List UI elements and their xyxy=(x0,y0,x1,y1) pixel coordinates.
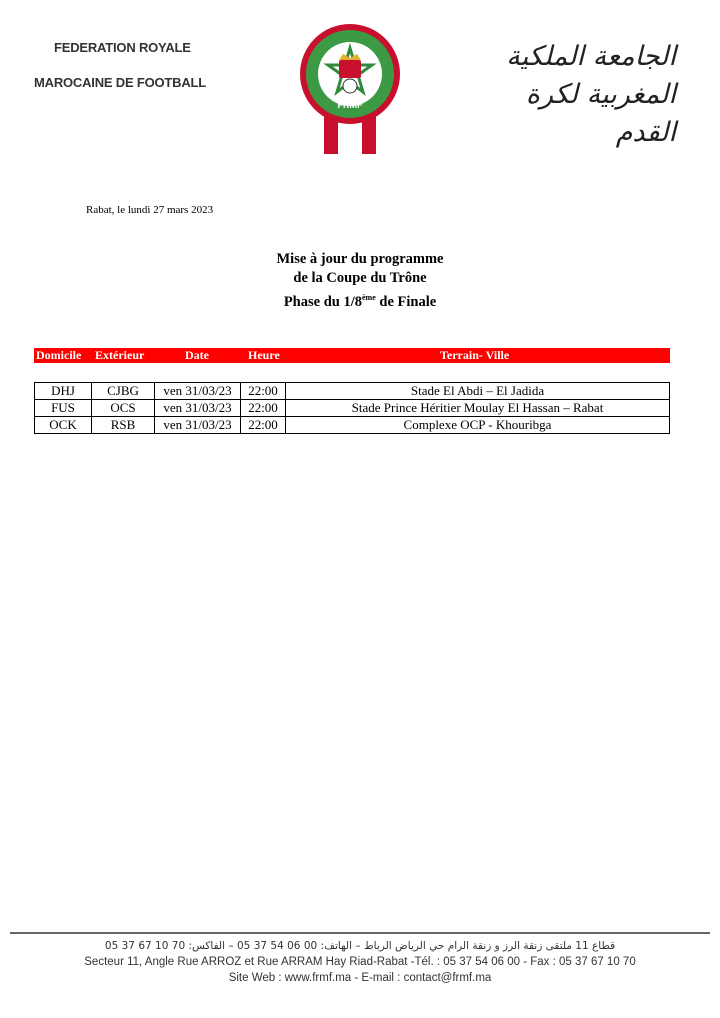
cell-home: FUS xyxy=(35,400,92,417)
footer xyxy=(0,938,720,986)
table-row xyxy=(35,383,670,400)
frmf-logo xyxy=(298,22,402,154)
title-line3-sup: ème xyxy=(361,293,376,302)
header-terrain-ville: Terrain- Ville xyxy=(440,348,510,362)
cell-home: OCK xyxy=(35,417,92,434)
logo-text: FRMF xyxy=(337,100,363,110)
title-line3 xyxy=(0,288,720,312)
table-row xyxy=(35,400,670,417)
title-line1: Mise à jour du programme xyxy=(276,251,444,267)
cell-date: ven 31/03/23 xyxy=(155,400,241,417)
table-row xyxy=(35,417,670,434)
org-name-ar-line1: الجامعة الملكية xyxy=(506,41,676,72)
org-name-ar xyxy=(476,38,676,152)
footer-address-fr: Secteur 11, Angle Rue ARROZ et Rue ARRAM Hay Riad-Rabat -Tél. : 05 37 54 06 00 - Fax : 05 37 67 10 70 xyxy=(84,956,636,968)
cell-away: CJBG xyxy=(92,383,155,400)
org-name-fr-line2: MAROCAINE DE FOOTBALL xyxy=(34,75,207,90)
cell-time: 22:00 xyxy=(241,417,286,434)
table-header-bar xyxy=(34,348,670,363)
schedule-table xyxy=(34,382,670,434)
date-line: Rabat, le lundi 27 mars 2023 xyxy=(86,204,214,216)
footer-divider xyxy=(10,932,710,934)
header-domicile: Domicile xyxy=(36,348,82,362)
cell-date: ven 31/03/23 xyxy=(155,417,241,434)
document-title xyxy=(0,250,720,312)
header-heure: Heure xyxy=(248,348,280,362)
org-name-ar-line2: المغربية لكرة القدم xyxy=(525,79,676,148)
title-line3-prefix: Phase du 1/8 xyxy=(283,293,362,310)
cell-date: ven 31/03/23 xyxy=(155,383,241,400)
cell-time: 22:00 xyxy=(241,400,286,417)
cell-venue: Stade Prince Héritier Moulay El Hassan – Rabat xyxy=(286,400,670,417)
title-line2: de la Coupe du Trône xyxy=(293,270,427,286)
header-exterieur: Extérieur xyxy=(95,348,145,362)
cell-time: 22:00 xyxy=(241,383,286,400)
cell-away: OCS xyxy=(92,400,155,417)
footer-address-ar: قطاع 11 ملتقى زنقة الرز و زنقة الرام حي الرياض الرباط – الهاتف: 00 06 54 37 05 – الفاكس: 70 10 67 37 05 xyxy=(104,940,616,952)
cell-venue: Complexe OCP - Khouribga xyxy=(286,417,670,434)
logo-crown-icon xyxy=(339,60,361,78)
logo-ball-icon xyxy=(343,79,357,93)
title-line3-suffix: de Finale xyxy=(375,293,437,310)
cell-away: RSB xyxy=(92,417,155,434)
footer-contact: Site Web : www.frmf.ma - E-mail : contact@frmf.ma xyxy=(228,972,492,984)
org-name-fr-line1: FEDERATION ROYALE xyxy=(54,40,191,55)
cell-venue: Stade El Abdi – El Jadida xyxy=(286,383,670,400)
header-date: Date xyxy=(185,348,209,362)
cell-home: DHJ xyxy=(35,383,92,400)
